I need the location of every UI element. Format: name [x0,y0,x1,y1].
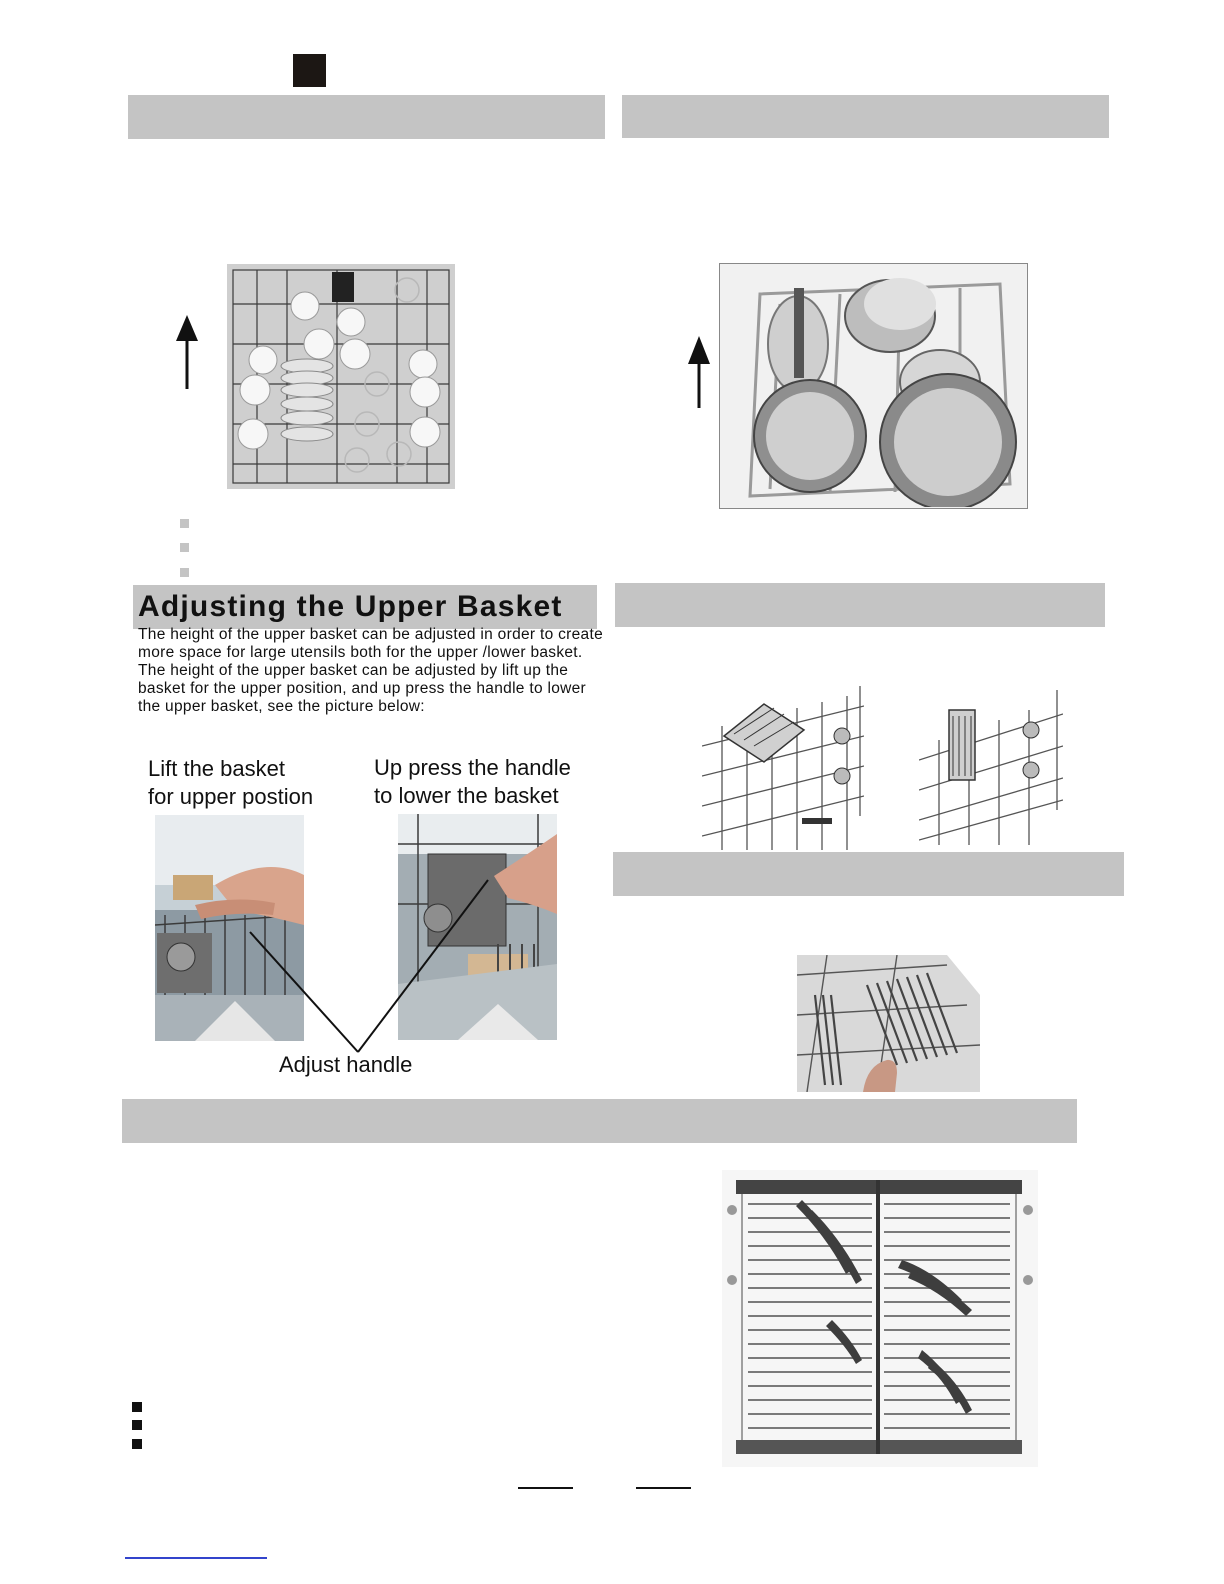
bullet-square [180,519,189,528]
bullet-square [180,543,189,552]
header-bar-cup-shelves [615,583,1105,627]
front-direction-arrow-upper [174,315,200,390]
front-direction-arrow-lower [686,336,712,408]
caption-press-handle-line2: to lower the basket [374,783,559,808]
upper-basket-photo [227,264,455,489]
bullet-square-black [132,1420,142,1430]
caption-lift-basket-line1: Lift the basket [148,756,285,781]
lower-basket-photo [719,263,1028,509]
bullet-square-black [132,1439,142,1449]
upper-basket-description: The height of the upper basket can be adjusted in order to create more space for large utensils both for the upper /lower basket. The height of the upper basket can be adjusted by lift up the basket for the upper position, and up press the handle to lower the upper basket, see the picture below: [138,626,603,715]
header-bar-cutlery-rack [122,1099,1077,1143]
underline-rule [636,1487,691,1489]
adjusting-upper-basket-heading: Adjusting the Upper Basket [138,590,563,623]
adjust-handle-pointer-lines [240,870,500,1055]
caption-press-handle-line1: Up press the handle [374,755,571,780]
header-bar-lower-basket [622,95,1109,138]
bullet-square-black [132,1402,142,1412]
header-bar-upper-basket [128,95,605,139]
header-bar-folding-spikes [613,852,1124,896]
cup-shelf-folded-illustration [702,686,864,850]
bullet-square [180,568,189,577]
cutlery-rack-photo [722,1170,1038,1467]
adjust-handle-label: Adjust handle [279,1052,413,1077]
cup-shelf-upright-illustration [919,690,1063,845]
underline-rule [518,1487,573,1489]
caption-lift-basket-line2: for upper postion [148,784,314,809]
folding-spikes-photo [797,955,980,1092]
page-marker-square [293,54,326,87]
link-underline [125,1557,267,1559]
